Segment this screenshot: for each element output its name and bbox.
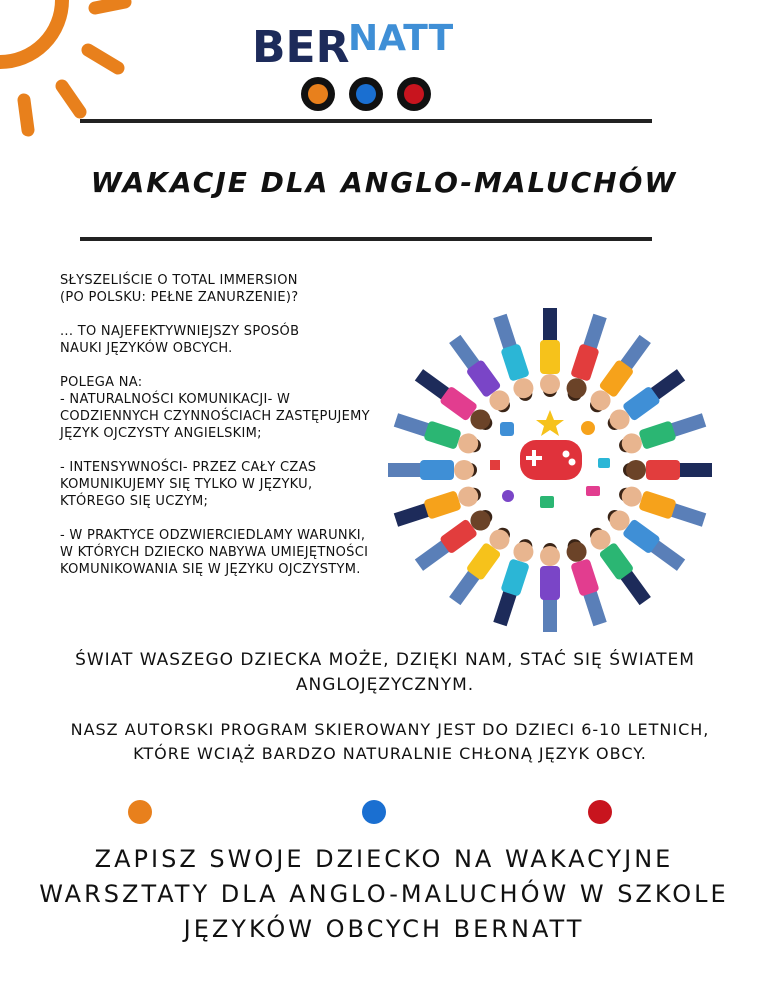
- child-figure: [490, 313, 537, 404]
- child-figure: [616, 483, 707, 530]
- brand-logo: [250, 16, 500, 68]
- child-figure: [540, 543, 560, 632]
- call-to-action: ZAPISZ SWOJE DZIECKO NA WAKACYJNE WARSZTATY DLA ANGLO-MALUCHÓW W SZKOLE JĘZYKÓW OBCYCH BERNATT: [39, 845, 729, 943]
- child-figure: [563, 536, 610, 627]
- gamepad-icon: [520, 440, 582, 480]
- child-figure: [563, 313, 610, 404]
- intro-relies: POLEGA NA: - NATURALNOŚCI KOMUNIKACJI- W CODZIENNYCH CZYNNOŚCIACH ZASTĘPUJEMY JĘZYK OJCZYSTY ANGIELSKIM;: [60, 375, 370, 441]
- intro-question: SŁYSZELIŚCIE O TOTAL IMMERSION (PO POLSKU: PEŁNE ZANURZENIE)?: [60, 273, 299, 305]
- child-figure: [388, 460, 477, 480]
- blue-dot: [362, 800, 386, 824]
- orange-dot: [128, 800, 152, 824]
- page-title: WAKACJE DLA ANGLO-MALUCHÓW: [90, 166, 678, 199]
- divider-bottom: [80, 237, 652, 241]
- child-figure: [623, 460, 712, 480]
- divider-top: [80, 119, 652, 123]
- program-text: NASZ AUTORSKI PROGRAM SKIEROWANY JEST DO DZIECI 6-10 LETNICH, KTÓRE WCIĄŻ BARDZO NATURALNIE CHŁONĄ JĘZYK OBCY.: [70, 720, 710, 763]
- child-figure: [540, 308, 560, 397]
- statement-text: ŚWIAT WASZEGO DZIECKA MOŻE, DZIĘKI NAM, STAĆ SIĘ ŚWIATEM ANGLOJĘZYCZNYM.: [75, 650, 695, 695]
- intro-intensity: - INTENSYWNOŚCI- PRZEZ CAŁY CZAS KOMUNIKUJEMY SIĘ TYLKO W JĘZYKU, KTÓREGO SIĘ UCZYM;: [60, 460, 317, 509]
- logo-part-ber: BER: [252, 22, 350, 68]
- intro-text: [60, 272, 380, 595]
- intro-practice: - W PRAKTYCE ODZWIERCIEDLAMY WARUNKI, W KTÓRYCH DZIECKO NABYWA UMIEJĘTNOŚCI KOMUNIKOWANIA SIĘ W JĘZYKU OJCZYSTYM.: [60, 528, 369, 577]
- child-figure: [393, 410, 484, 457]
- child-figure: [616, 410, 707, 457]
- logo-part-natt: NATT: [348, 18, 454, 59]
- child-figure: [393, 483, 484, 530]
- sun-icon: [0, 0, 150, 150]
- child-figure: [490, 536, 537, 627]
- intro-answer: ... TO NAJEFEKTYWNIEJSZY SPOSÓB NAUKI JĘZYKÓW OBCYCH.: [60, 324, 300, 356]
- children-circle-illustration: [380, 300, 720, 640]
- logo-dots: [296, 74, 436, 114]
- red-dot: [588, 800, 612, 824]
